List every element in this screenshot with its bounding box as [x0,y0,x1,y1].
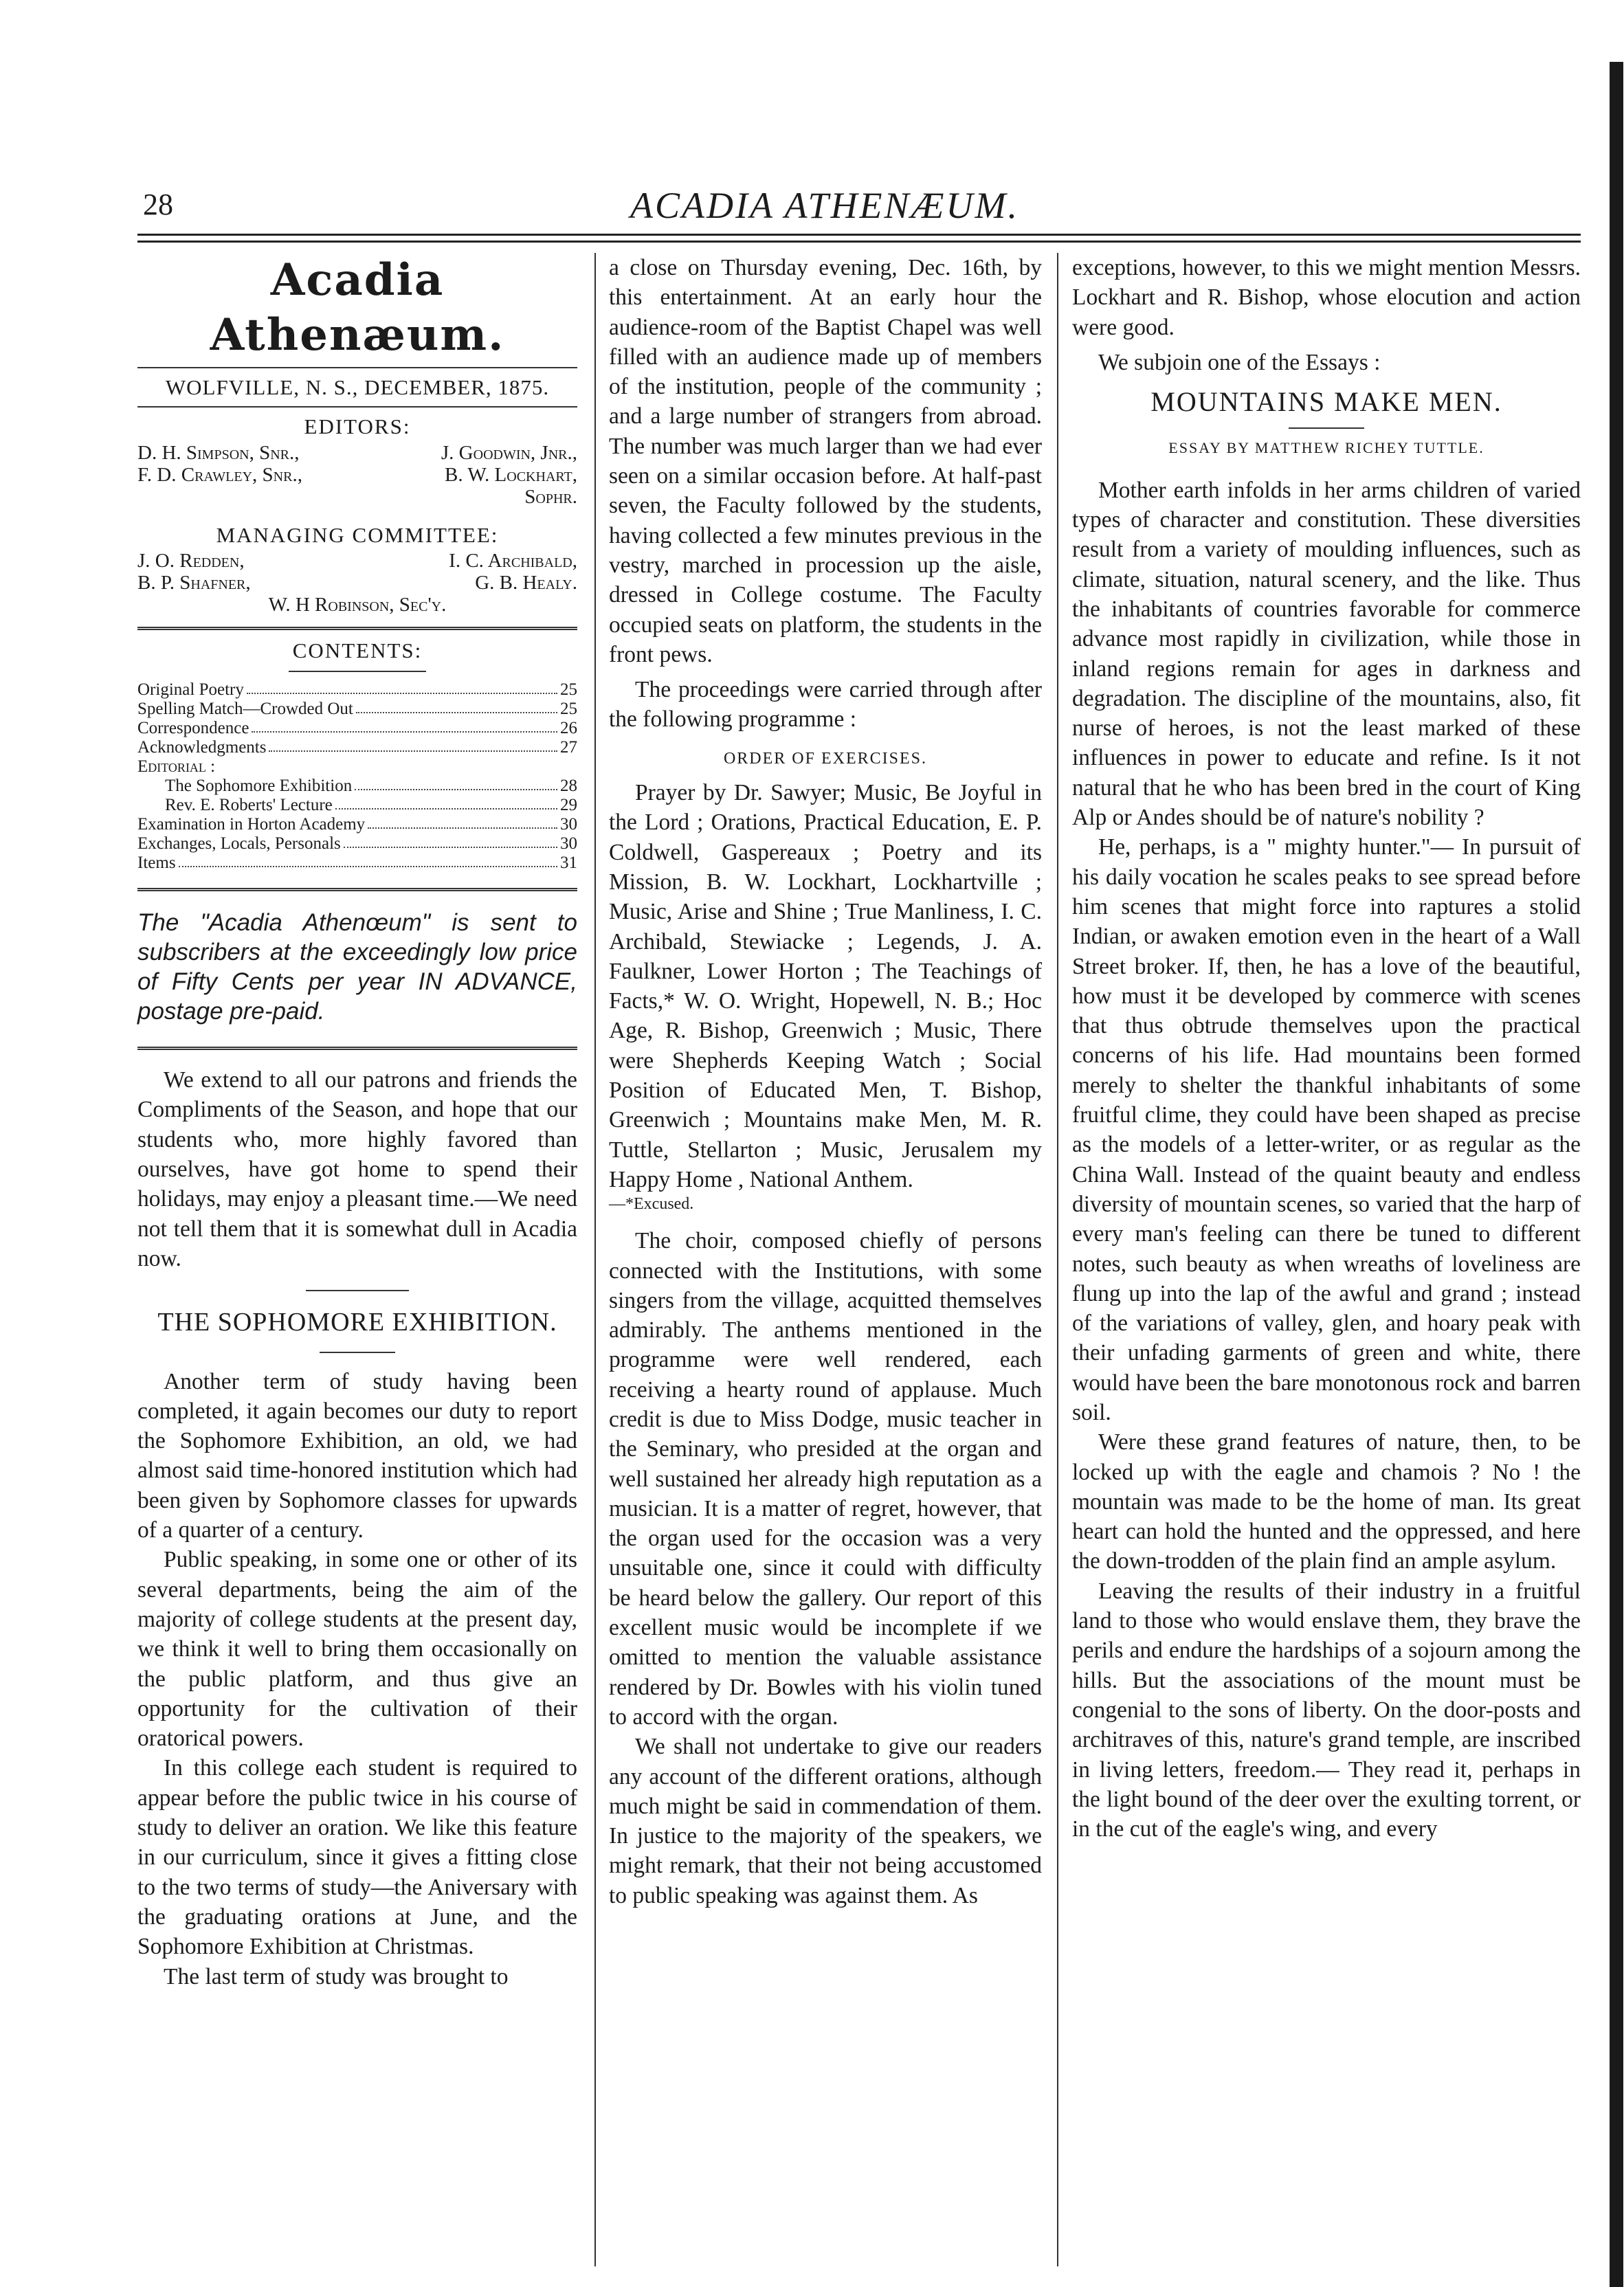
contents-item: Examination in Horton Academy 30 [137,815,577,834]
editor-name: B. W. Lockhart, [445,463,577,486]
committee-list [137,550,577,616]
divider [137,888,577,891]
contents-item: Spelling Match—Crowded Out 25 [137,700,577,719]
running-head: ACADIA ATHENÆUM. [630,185,1019,226]
paragraph: Were these grand features of nature, then, to be locked up with the eagle and chamois ? No ! the mountain was made to be the home of man. Its great heart can hold the hunted and the oppressed, and here the down-trodden of the plain find an ample asylum. [1072,1429,1581,1574]
contents-item: Editorial : [137,757,216,777]
paragraph: Leaving the results of their industry in a fruitful land to those who would enslave them, they brave the perils and endure the hardships of a sojourn among the hills. But the associations of the mount must be congenial to the sons of liberty. On the door-posts and architraves of this, nature's grand temple, are inscribed in living letters, freedom.— They read it, perhaps in the light bound of the deer over the exulting torrent, or in the cut of the eagle's wing, and every [1072,1578,1581,1842]
contents-item: The Sophomore Exhibition 28 [165,777,577,796]
paragraph: exceptions, however, to this we might mention Messrs. Lockhart and R. Bishop, whose elocution and action were good. [1072,255,1581,340]
paragraph: In this college each student is required to appear before the public twice in his course of study to deliver an oration. We like this feature in our curriculum, since it gives a fitting close to the two terms of study—the Aniversary with the graduating orations at June, and the Sophomore Exhibition at Christmas. [137,1755,577,1960]
column-1 [137,253,577,1992]
paragraph: Mother earth infolds in her arms children of varied types of character and constitution. These diversities result from a variety of moulding influences, such as climate, situation, natural scenery, and the like. Thus the inhabitants of countries favorable for commerce advance most rapidly in civilization, while those in inland regions remain for ages in darkness and degradation. The discipline of the mountains, also, fit nurse of heroes, is not the least marked of these influences in power to educate and refine. Is it not natural that he who has been bred in the court of King Alp or Andes should be of nature's nobility ? [1072,477,1581,831]
paragraph: a close on Thursday evening, Dec. 16th, by this entertainment. At an early hour the audience-room of the Baptist Chapel was well filled with an audience made up of members of the institution, people of the community ; and a large number of strangers from abroad. The number was much larger than we had ever seen on a similar occasion before. At half-past seven, the Faculty followed by the students, having collected a few minutes previous in the vestry, marched in procession up the aisle, dressed in College costume. The Faculty occupied seats on platform, the students in the front pews. [609,255,1042,667]
committee-name: G. B. Healy. [475,571,577,594]
editors-list [137,442,577,508]
subscription-notice: The "Acadia Athenœum" is sent to subscribers at the exceedingly low price of Fifty Cents per year IN ADVANCE, postage pre-paid. [137,909,577,1025]
essay-byline: ESSAY BY MATTHEW RICHEY TUTTLE. [1168,439,1484,457]
divider [306,1290,409,1291]
season-greeting: We extend to all our patrons and friends the Compliments of the Season, and hope that our students who, more highly favored than ourselves, have got home to spend their holidays, may enjoy a pleasant time.—We need not tell them that it is somewhat dull in Acadia now. [137,1067,577,1271]
divider [137,367,577,368]
contents-item: Rev. E. Roberts' Lecture 29 [165,796,577,815]
dateline: WOLFVILLE, N. S., DECEMBER, 1875. [165,375,550,399]
column-rule-2 [1057,253,1058,2266]
essay-title: MOUNTAINS MAKE MEN. [1150,386,1502,418]
scan-edge-shadow [1610,62,1623,2287]
contents-heading: CONTENTS: [292,638,423,662]
editor-name: D. H. Simpson, Snr., [137,441,300,464]
paragraph: Another term of study having been completed, it again becomes our duty to report the Sophomore Exhibition, an old, we had almost said time-honored institution which had been given by Sophomore classes for upwards of a quarter of a century. [137,1368,577,1543]
header-rule-bottom [137,241,1581,243]
committee-name: J. O. Redden, [137,549,245,572]
committee-secretary: W. H Robinson, Sec'y. [268,593,447,616]
committee-heading: MANAGING COMMITTEE: [216,522,499,547]
divider [1289,427,1364,429]
divider [289,671,426,672]
masthead-title: Acadia Athenæum. [210,254,505,361]
paragraph: The choir, composed chiefly of persons connected with the Institutions, with some singers from the village, acquitted themselves admirably. The anthems mentioned in the programme were well rendered, each receiving a hearty round of applause. Much credit is due to Miss Dodge, music teacher in the Seminary, who presided at the organ and well sustained her already high reputation as a musician. It is a matter of regret, however, that the organ used for the occasion was a very unsuitable one, since it could with difficulty be heard below the gallery. Our report of this excellent music would be incomplete if we omitted to mention the valuable assistance rendered by Dr. Bowles with his violin tuned to accord with the organ. [609,1228,1042,1730]
column-rule-1 [594,253,596,2266]
contents-item: Acknowledgments 27 [137,738,577,757]
contents-item: Original Poetry 25 [137,680,577,700]
paragraph: The proceedings were carried through after the following programme : [609,677,1042,733]
editor-tail: Sophr. [524,485,577,508]
column-2 [609,253,1042,1910]
divider [137,406,577,408]
editors-heading: EDITORS: [304,414,411,439]
order-title: ORDER OF EXERCISES. [723,749,928,768]
contents-item: Exchanges, Locals, Personals 30 [137,834,577,854]
paragraph: He, perhaps, is a " mighty hunter."— In pursuit of his daily vocation he scales peaks to see spread before him scenes that might force into raptures a stolid Indian, or awaken emotion even in the heart of a Wall Street broker. If, then, he has a love of the beautiful, how must it be developed by commerce with scenes that thus obtrude themselves upon the practical concerns of his life. Had mountains been formed merely to shelter the thankful inhabitants of some fruitful clime, they could have been shaped as precise as the models of a letter-writer, or as regular as the China Wall. Instead of the quaint beauty and endless diversity of mountain scenes, so varied that the harp of every man's feeling can there be tuned to different notes, such beauty as when wreaths of loveliness are flung up into the lap of the awful and grand ; instead of the variations of valley, glen, and hoary peak with their unfading garments of green and white, there would have been the bare monotonous rock and barren soil. [1072,834,1581,1425]
footnote: —*Excused. [609,1195,694,1214]
editor-name: J. Goodwin, Jnr., [441,441,577,464]
paragraph: We shall not undertake to give our readers any account of the different orations, although much might be said in commendation of them. In justice to the majority of the speakers, we might remark, that their not being accustomed to public speaking was against them. As [609,1734,1042,1908]
divider [320,1352,395,1353]
header-rule-top [137,234,1581,236]
contents-item: Items 31 [137,854,577,873]
paragraph: The last term of study was brought to [164,1963,509,1989]
contents-list [137,680,577,873]
committee-name: B. P. Shafner, [137,571,251,594]
programme: Prayer by Dr. Sawyer; Music, Be Joyful in the Lord ; Orations, Practical Education, E. P. Coldwell, Gaspereaux ; Poetry and its Mission, B. W. Lockhart, Lockhartville ; Music, Arise and Shine ; True Manliness, I. C. Archibald, Stewiacke ; Legends, J. A. Faulkner, Lower Horton ; The Teachings of Facts,* W. O. Wright, Hopewell, N. B.; Hoc Age, R. Bishop, Greenwich ; Music, There were Shepherds Keeping Watch ; Social Position of Educated Men, T. Bishop, Greenwich ; Mountains make Men, M. R. Tuttle, Stellarton ; Music, Jerusalem my Happy Home , National Anthem. [609,780,1042,1192]
page-number: 28 [143,188,173,221]
paragraph: We subjoin one of the Essays : [1098,349,1381,375]
column-3 [1072,253,1581,1844]
contents-item: Correspondence 26 [137,719,577,738]
editor-name: F. D. Crawley, Snr., [137,463,302,486]
paragraph: Public speaking, in some one or other of its several departments, being the aim of the majority of college students at the present day, we think it well to bring them occasionally on the public platform, and thus give an opportunity for the cultivation of their oratorical powers. [137,1547,577,1752]
section-title: THE SOPHOMORE EXHIBITION. [157,1308,557,1337]
committee-name: I. C. Archibald, [449,549,577,572]
divider [137,627,577,630]
divider [137,1047,577,1050]
